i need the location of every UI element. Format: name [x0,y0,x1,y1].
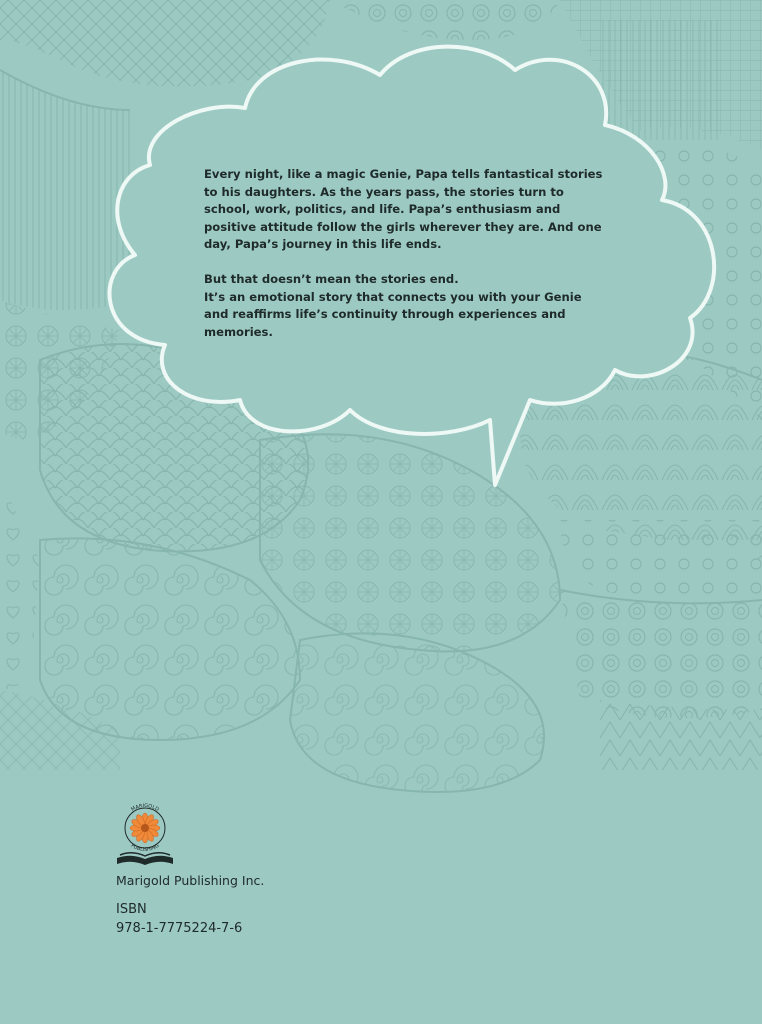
blurb-paragraph-2 [204,271,604,341]
blurb-paragraph-1: Every night, like a magic Genie, Papa tells fantastical stories to his daughters. As the years pass, the stories turn to school, work, politics, and life. Papa’s enthusiasm and positive attitude follow the girls wherever they are. And one day, Papa’s journey in this life ends. [204,167,603,252]
blurb-line-stories-end: But that doesn’t mean the stories end. [204,271,459,286]
isbn-number: 978-1-7775224-7-6 [116,921,243,936]
isbn-label: ISBN [116,902,147,917]
logo-text-top: MARIGOLD [130,802,160,813]
blurb-line-emotional-story: It’s an emotional story that connects you with your Genie and reaffirms life’s continuity through experiences and memories. [204,289,582,339]
logo-text-bottom: PUBLISHING [129,842,161,854]
svg-text:PUBLISHING [130,843,161,853]
back-cover-blurb [204,166,604,341]
publisher-name: Marigold Publishing Inc. [116,873,265,888]
marigold-logo-icon [114,798,176,868]
svg-text:MARIGOLD [130,803,160,813]
